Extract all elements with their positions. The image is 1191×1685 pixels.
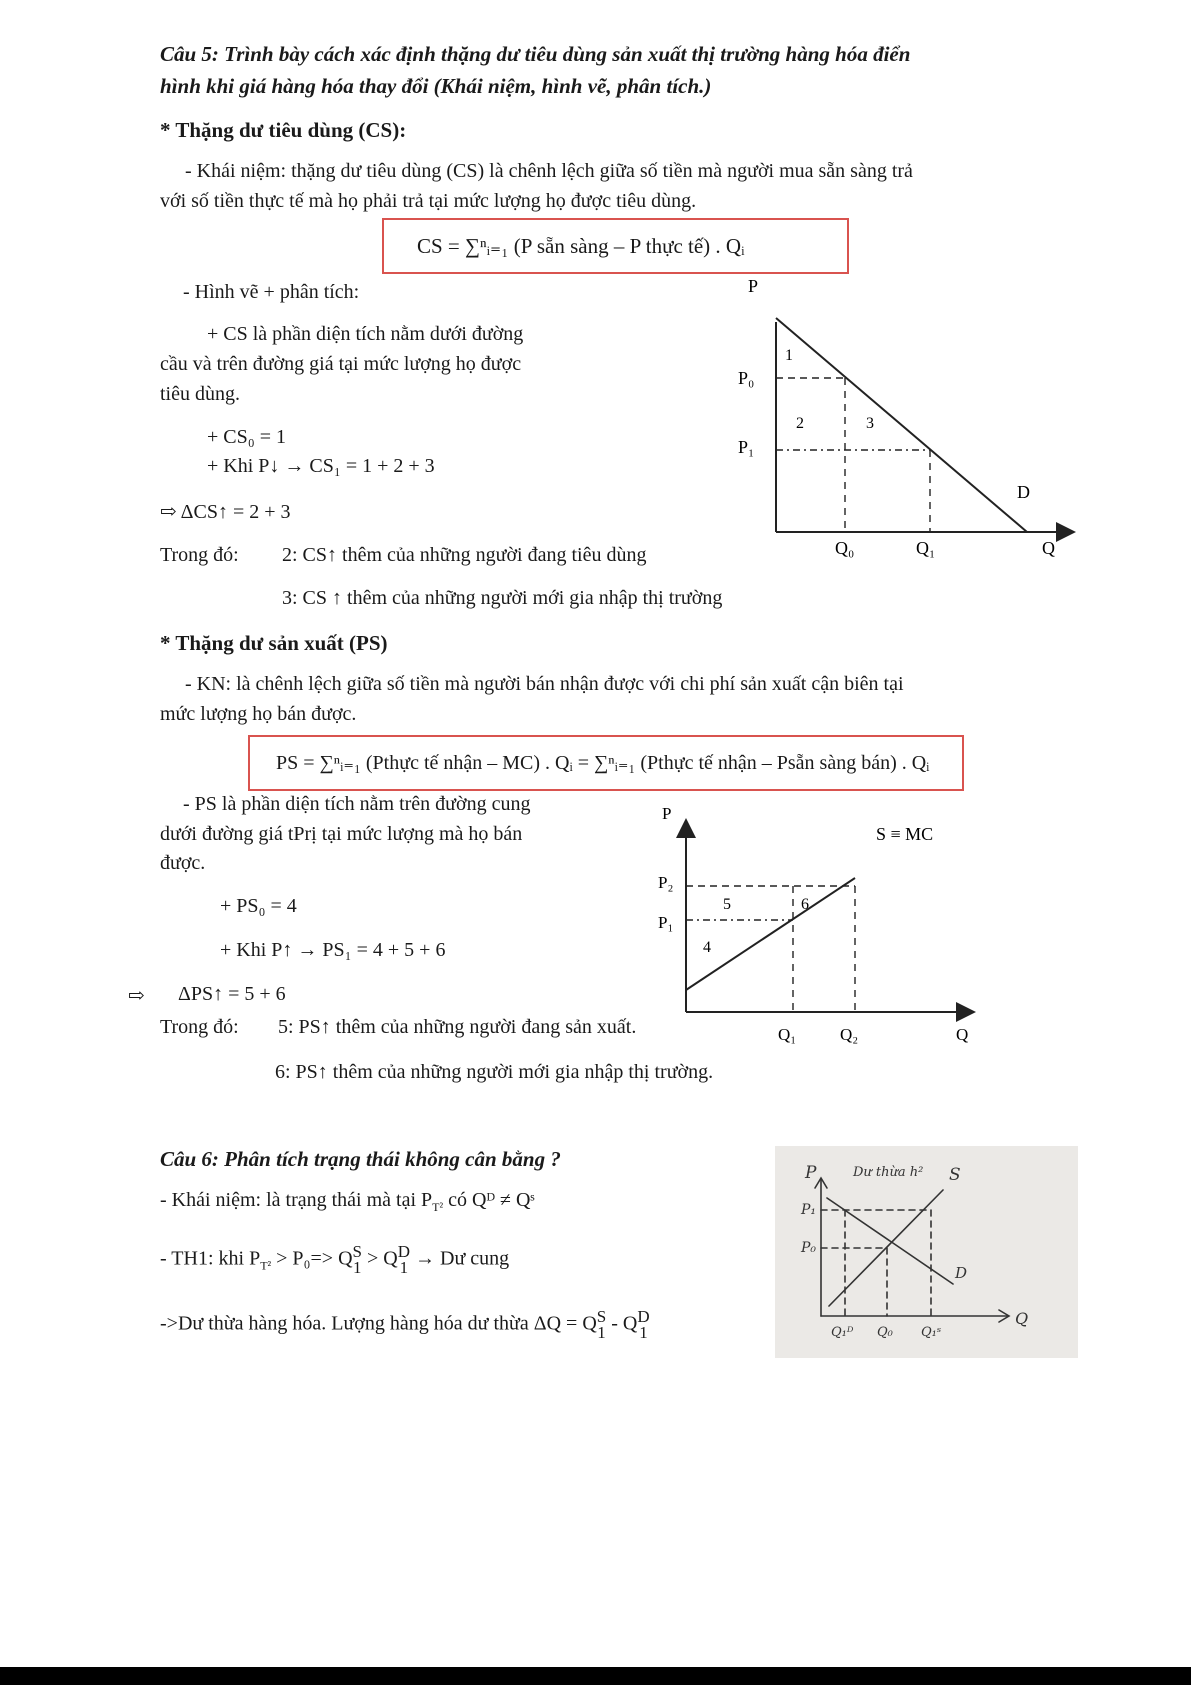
sketch-p0-label: P₀	[801, 1240, 817, 1256]
q6-th1-end: → Dư cung	[415, 1247, 510, 1270]
cs-note-2: 2: CS↑ thêm của những người đang tiêu dùng	[282, 544, 647, 566]
cs-note-label: Trong đó:	[160, 544, 239, 566]
question-5-title-line1: Câu 5: Trình bày cách xác định thặng dư tiêu dùng sản xuất thị trường hàng hóa điển	[160, 42, 911, 66]
cs-p0-label: P₀	[738, 368, 755, 388]
ps0-line: + PS₀ = 4	[220, 895, 297, 917]
cs-heading: * Thặng dư tiêu dùng (CS):	[160, 118, 407, 142]
cs-q-axis-label: Q	[1042, 538, 1055, 558]
q6-concept-end: có Qᴰ ≠ Qˢ	[448, 1189, 535, 1211]
q6-concept-line	[160, 1189, 535, 1215]
cs-formula: CS = ∑ⁿᵢ₌₁ (P sẵn sàng – P thực tế) . Qᵢ	[417, 234, 745, 258]
sketch-q0-label: Q₀	[877, 1325, 893, 1340]
cs-q0-label: Q₀	[835, 538, 855, 558]
q6-result-line: ->Dư thừa hàng hóa. Lượng hàng hóa dư thừa ΔQ = QS 1 - QD 1	[160, 1307, 650, 1342]
sketch-p1-label: P₁	[801, 1202, 817, 1218]
cs-demand-label: D	[1017, 482, 1030, 502]
cs-q1-label: Q₁	[916, 538, 936, 558]
cs1-line: + Khi P↓ → CS₁ = 1 + 2 + 3	[207, 455, 435, 477]
q6-concept-sub: T²	[432, 1200, 444, 1214]
sketch-q1d-label: Q₁ᴰ	[831, 1325, 854, 1340]
cs-area-1: 1	[785, 347, 793, 364]
q1s-stack: S 1	[352, 1242, 362, 1277]
cs-definition-line1: - Khái niệm: thặng dư tiêu dùng (CS) là chênh lệch giữa số tiền mà người mua sẵn sàng trả	[185, 160, 913, 182]
ps-area-line3: được.	[160, 852, 206, 874]
ps-delta-line: ΔPS↑ = 5 + 6	[178, 983, 286, 1005]
q6-th1-mid: > P₀=> Q	[276, 1247, 353, 1270]
cs-p1-label: P₁	[738, 437, 755, 457]
ps-formula: PS = ∑ⁿᵢ₌₁ (Pthực tế nhận – MC) . Qᵢ = ∑ⁿᵢ₌₁ (Pthực tế nhận – Psẵn sàng bán) . Qᵢ	[276, 752, 930, 774]
cs0-line: + CS₀ = 1	[207, 426, 286, 448]
ps-p2-label: P₂	[658, 873, 674, 892]
result-q1d-stack: D 1	[637, 1307, 650, 1342]
question-6-title: Câu 6: Phân tích trạng thái không cân bằng ?	[160, 1147, 561, 1171]
q6-th1-line: - TH1: khi $P_{T^2} > P_0=>$ QS 1 > QD 1 → Dư cung	[160, 1242, 510, 1277]
ps-supply-graph	[650, 800, 990, 1060]
ps-q-axis-label: Q	[956, 1025, 969, 1044]
ps-p1-label: P₁	[658, 913, 674, 932]
ps-q2-label: Q₂	[840, 1025, 859, 1044]
ps-definition-line1: - KN: là chênh lệch giữa số tiền mà người bán nhận được với chi phí sản xuất cận biên tại	[185, 673, 904, 695]
ps-note-6: 6: PS↑ thêm của những người mới gia nhập thị trường.	[275, 1061, 714, 1083]
ps-area-line1: - PS là phần diện tích nằm trên đường cung	[183, 793, 531, 815]
ps-q1-label: Q₁	[778, 1025, 797, 1044]
ps-note-5: 5: PS↑ thêm của những người đang sản xuất.	[278, 1016, 637, 1038]
cs-figure-label: - Hình vẽ + phân tích:	[183, 281, 360, 303]
sketch-demand-line	[827, 1198, 953, 1284]
result-q1s-stack: S 1	[596, 1307, 607, 1342]
cs-area-3: 3	[866, 415, 874, 432]
ps-note-label: Trong đó:	[160, 1016, 239, 1038]
ps-area-5: 5	[723, 896, 731, 913]
sketch-caption: Dư thừa h²	[853, 1165, 924, 1180]
disequilibrium-sketch	[775, 1146, 1078, 1358]
q6-th1-sub: T²	[260, 1258, 272, 1273]
sketch-q-label: Q	[1015, 1309, 1029, 1328]
cs-area-line3: tiêu dùng.	[160, 383, 240, 405]
demand-line	[776, 318, 1027, 532]
q6-th1-start: - TH1: khi P	[160, 1247, 261, 1270]
cs-area-2: 2	[796, 415, 804, 432]
ps-delta-arrow: ⇨	[128, 985, 145, 1007]
bottom-black-bar	[0, 1667, 1191, 1685]
ps-p-axis-label: P	[662, 804, 672, 823]
q6-concept-text: - Khái niệm: là trạng thái mà tại P	[160, 1189, 433, 1211]
question-5-title-line2: hình khi giá hàng hóa thay đổi (Khái niệm, hình vẽ, phân tích.)	[160, 74, 712, 98]
ps-definition-line2: mức lượng họ bán được.	[160, 703, 357, 725]
cs-demand-graph	[720, 270, 1080, 570]
cs-definition-line2: với số tiền thực tế mà họ phải trả tại mức lượng họ được tiêu dùng.	[160, 190, 697, 212]
disequilibrium-sketch-photo	[775, 1146, 1078, 1358]
ps-area-4: 4	[703, 939, 711, 956]
q6-result-text: ->Dư thừa hàng hóa. Lượng hàng hóa dư thừa ΔQ = Q	[160, 1312, 597, 1335]
ps-heading: * Thặng dư sản xuất (PS)	[160, 631, 388, 655]
sketch-s-label: S	[949, 1165, 961, 1185]
ps-area-line2: dưới đường giá tPrị tại mức lượng mà họ bán	[160, 823, 523, 845]
sketch-p-label: P	[805, 1163, 817, 1183]
cs-area-line1: + CS là phần diện tích nằm dưới đường	[207, 323, 524, 345]
cs-p-axis-label: P	[748, 276, 759, 296]
ps-area-6: 6	[801, 896, 809, 913]
cs-area-line2: cầu và trên đường giá tại mức lượng họ được	[160, 353, 522, 375]
sketch-q1s-label: Q₁ˢ	[921, 1325, 942, 1340]
ps-supply-label: S ≡ MC	[876, 824, 934, 844]
q1d-stack: D 1	[397, 1242, 411, 1277]
ps1-line: + Khi P↑ → PS₁ = 4 + 5 + 6	[220, 939, 446, 961]
sketch-d-label: D	[955, 1264, 968, 1282]
cs-note-3: 3: CS ↑ thêm của những người mới gia nhập thị trường	[282, 587, 723, 609]
cs-delta-line: ⇨ ΔCS↑ = 2 + 3	[160, 501, 291, 523]
supply-line	[686, 878, 855, 990]
